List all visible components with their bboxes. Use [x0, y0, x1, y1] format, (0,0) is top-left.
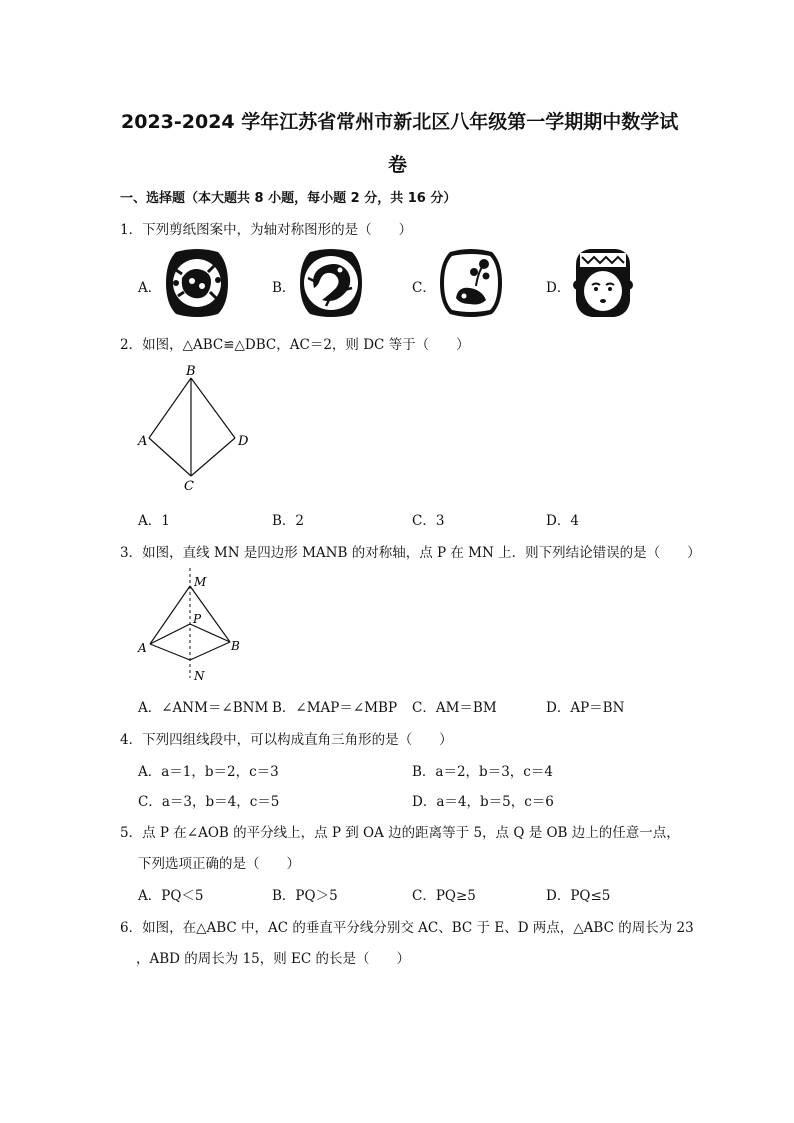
question-2-figure	[130, 362, 260, 494]
segment-ma	[150, 586, 190, 644]
question-2-option-a: A．1	[138, 513, 170, 529]
question-3-option-b: B．∠MAP＝∠MBP	[272, 700, 398, 716]
question-3-option-d: D．AP＝BN	[546, 700, 625, 716]
question-3-option-a: A．∠ANM＝∠BNM	[138, 700, 269, 716]
question-3-figure	[130, 566, 250, 688]
point-p-label: P	[193, 612, 202, 626]
papercut-a-icon	[162, 248, 232, 318]
question-5-option-c: C．PQ≥5	[412, 888, 476, 904]
question-3-stem: 3．如图，直线 MN 是四边形 MANB 的对称轴，点 P 在 MN 上．则下列结论错误的是（ ）	[120, 545, 701, 561]
page-title: 2023-2024 学年江苏省常州市新北区八年级第一学期期中数学试	[121, 111, 679, 133]
segment-an	[150, 644, 190, 660]
papercut-dragon-icon	[296, 248, 366, 318]
point-n-label: N	[194, 669, 205, 683]
question-6-stem: 6．如图，在△ABC 中，AC 的垂直平分线分别交 AC、BC 于 E、D 两点，△ABC 的周长为 23	[120, 920, 694, 936]
point-a-label: A	[138, 434, 148, 449]
segment-ba	[149, 378, 191, 438]
question-2-option-d: D．4	[546, 513, 579, 529]
segment-bd	[191, 378, 235, 438]
question-2-option-c: C．3	[412, 513, 445, 529]
question-5-stem: 5．点 P 在∠AOB 的平分线上，点 P 到 OA 边的距离等于 5，点 Q 是 OB 边上的任意一点，	[120, 825, 680, 841]
page-title-continued: 卷	[388, 154, 408, 176]
question-5-option-d: D．PQ≤5	[546, 888, 611, 904]
question-1-option-c-label: C．	[412, 280, 436, 296]
point-m-label: M	[194, 575, 207, 589]
question-5-option-a: A．PQ＜5	[138, 888, 204, 904]
question-5-option-b: B．PQ＞5	[272, 888, 338, 904]
question-1-option-b-label: B．	[272, 280, 296, 296]
point-c-label: C	[184, 479, 194, 494]
segment-ap	[150, 624, 190, 644]
question-4-stem: 4．下列四组线段中，可以构成直角三角形的是（ ）	[120, 732, 453, 748]
question-4-option-a: A．a＝1，b＝2，c＝3	[138, 764, 279, 780]
question-2-option-b: B．2	[272, 513, 305, 529]
question-1-stem: 1．下列剪纸图案中，为轴对称图形的是（ ）	[120, 222, 413, 238]
question-6-stem-continued: ，ABD 的周长为 15，则 EC 的长是（ ）	[136, 951, 411, 967]
section-heading: 一、选择题（本大题共 8 小题，每小题 2 分，共 16 分）	[120, 191, 457, 206]
point-b-label: B	[186, 364, 196, 379]
papercut-flower-icon	[436, 248, 506, 318]
point-b-label: B	[231, 639, 240, 653]
point-d-label: D	[238, 434, 249, 449]
question-1-option-a-label: A．	[138, 280, 162, 296]
question-1-option-d-label: D．	[546, 280, 571, 296]
question-2-stem: 2．如图，△ABC≌△DBC，AC＝2，则 DC 等于（ ）	[120, 337, 470, 353]
papercut-opera-mask-icon	[570, 245, 636, 319]
question-5-stem-continued: 下列选项正确的是（ ）	[138, 856, 300, 872]
segment-dc	[191, 438, 235, 476]
point-a-label: A	[138, 641, 147, 655]
question-4-option-c: C．a＝3，b＝4，c＝5	[138, 794, 280, 810]
question-3-option-c: C．AM＝BM	[412, 700, 497, 716]
segment-bn	[190, 642, 230, 660]
segment-ac	[149, 438, 191, 476]
question-4-option-b: B．a＝2，b＝3，c＝4	[412, 764, 553, 780]
question-4-option-d: D．a＝4，b＝5，c＝6	[412, 794, 554, 810]
